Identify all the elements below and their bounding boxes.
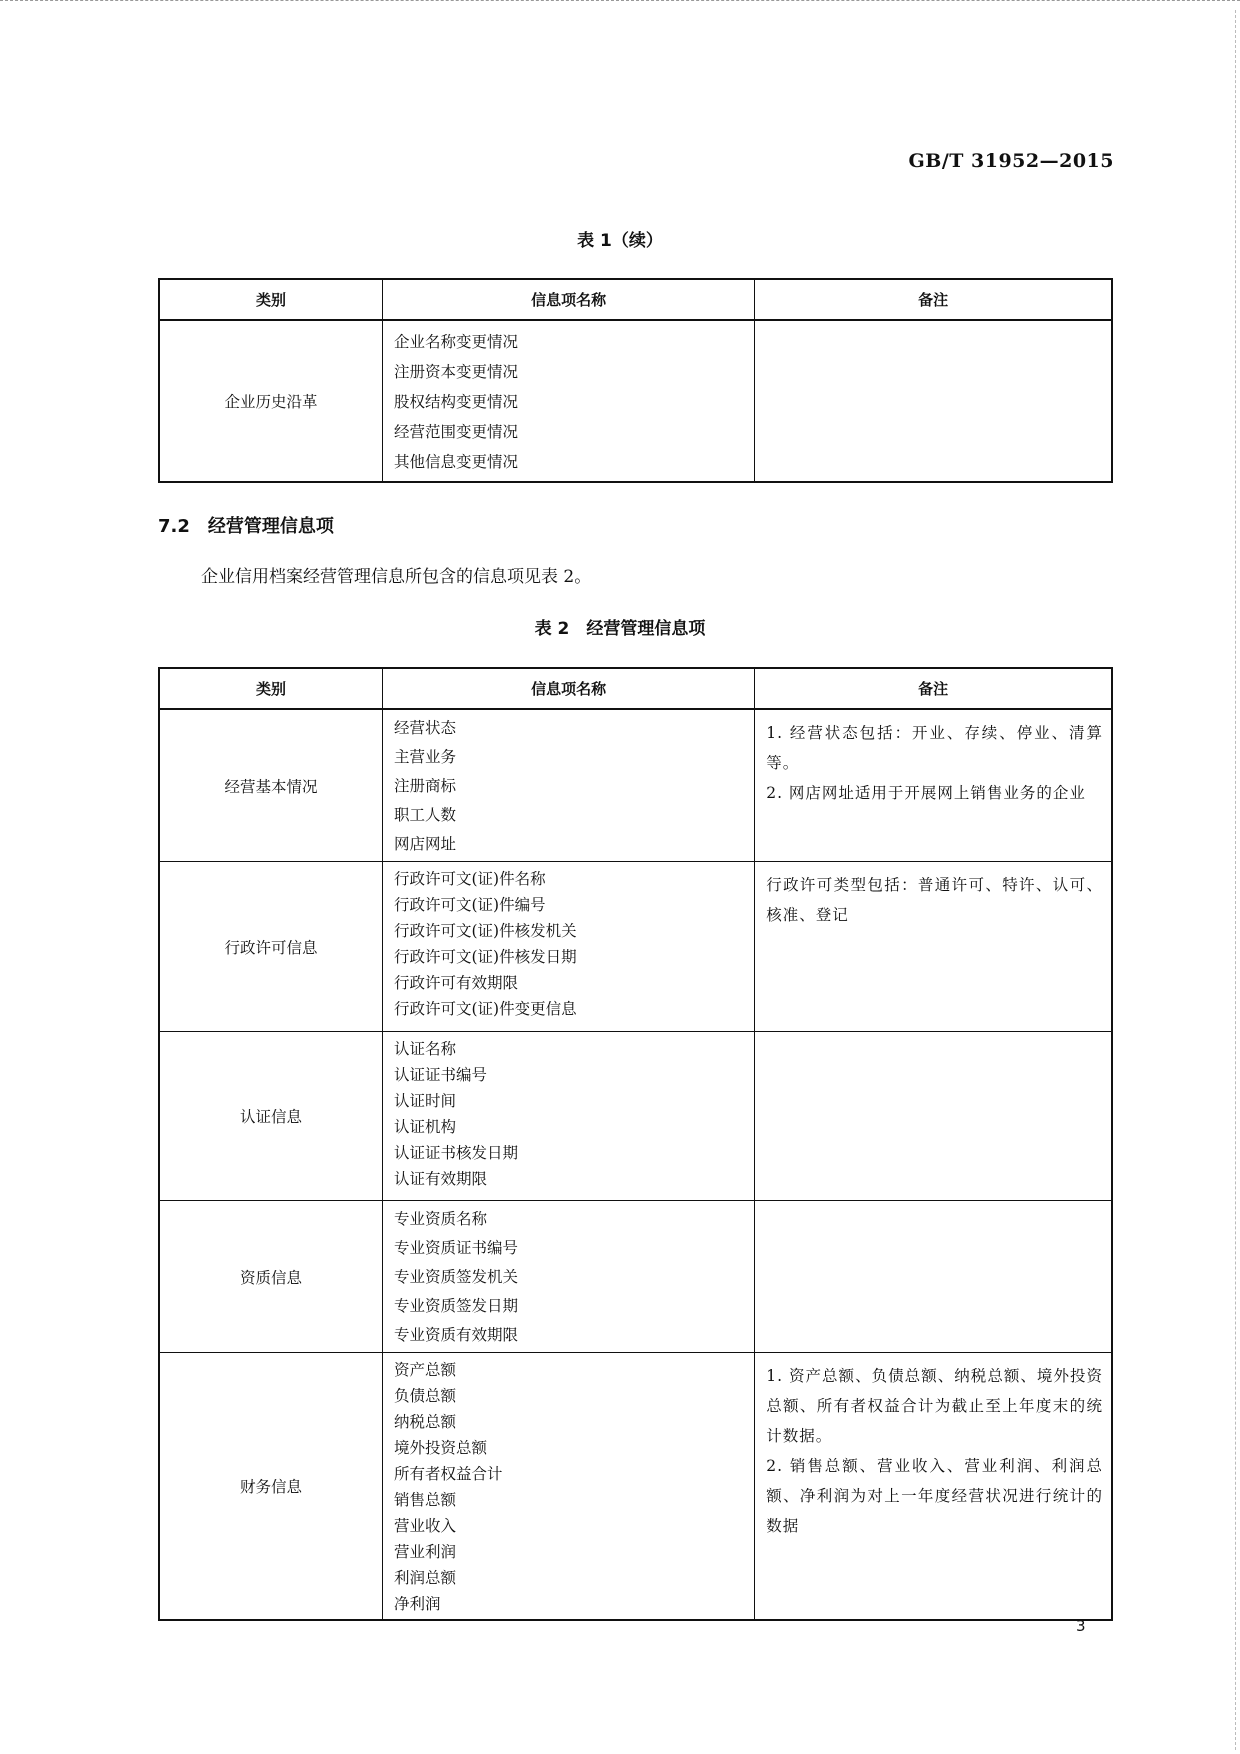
- table-row: [159, 709, 1112, 862]
- list-item: 专业资质签发机关: [394, 1268, 519, 1286]
- list-item: 认证机构: [394, 1118, 457, 1136]
- list-item: 负债总额: [394, 1387, 457, 1405]
- column-header-category: 类别: [159, 668, 383, 709]
- list-item: 利润总额: [394, 1569, 457, 1587]
- list-item: 认证证书编号: [394, 1066, 488, 1084]
- list-item: 专业资质名称: [394, 1210, 488, 1228]
- list-item: 认证证书核发日期: [394, 1144, 519, 1162]
- table2: [158, 667, 1113, 1621]
- column-header-item-name: 信息项名称: [383, 668, 755, 709]
- column-header-item-name: 信息项名称: [383, 279, 755, 320]
- page-number: 3: [1076, 1617, 1086, 1635]
- list-item: 专业资质有效期限: [394, 1326, 519, 1344]
- note-line: 行政许可类型包括：普通许可、特许、认可、核准、登记: [766, 876, 1103, 924]
- table2-header-row: [159, 668, 1112, 709]
- list-item: 注册商标: [394, 777, 457, 795]
- list-item: 经营状态: [394, 719, 457, 737]
- section-title: 经营管理信息项: [207, 516, 334, 537]
- table-row: [159, 1032, 1112, 1201]
- table1-title: 表 1（续）: [577, 231, 663, 251]
- category-cell: 资质信息: [159, 1201, 383, 1353]
- column-header-note: 备注: [755, 668, 1112, 709]
- note-cell: [755, 1032, 1112, 1201]
- table-row: [159, 862, 1112, 1032]
- list-item: 注册资本变更情况: [394, 363, 519, 381]
- category-cell: 企业历史沿革: [159, 320, 383, 482]
- table1-header-row: [159, 279, 1112, 320]
- category-cell: 经营基本情况: [159, 709, 383, 862]
- section-heading: [158, 512, 334, 538]
- list-item: 资产总额: [394, 1361, 457, 1379]
- list-item: 股权结构变更情况: [394, 393, 519, 411]
- table2-title: 表 2 经营管理信息项: [534, 619, 706, 639]
- list-item: 专业资质签发日期: [394, 1297, 519, 1315]
- note-cell: [755, 1201, 1112, 1353]
- column-header-category: 类别: [159, 279, 383, 320]
- list-item: 行政许可文(证)件核发机关: [394, 922, 577, 940]
- items-cell: [383, 862, 755, 1032]
- list-item: 网店网址: [394, 835, 457, 853]
- list-item: 认证有效期限: [394, 1170, 488, 1188]
- category-cell: 财务信息: [159, 1353, 383, 1621]
- scan-artifact-edge: [1235, 10, 1237, 1750]
- items-cell: [383, 709, 755, 862]
- list-item: 职工人数: [394, 806, 457, 824]
- note-line: 1. 资产总额、负债总额、纳税总额、境外投资总额、所有者权益合计为截止至上年度末的统计数据。: [766, 1367, 1103, 1445]
- list-item: 净利润: [394, 1595, 441, 1613]
- list-item: 营业收入: [394, 1517, 457, 1535]
- list-item: 行政许可文(证)件名称: [394, 870, 546, 888]
- items-cell: [383, 320, 755, 482]
- list-item: 行政许可文(证)件编号: [394, 896, 546, 914]
- note-cell: [755, 1353, 1112, 1621]
- section-paragraph: 企业信用档案经营管理信息所包含的信息项见表 2。: [201, 567, 592, 587]
- list-item: 营业利润: [394, 1543, 457, 1561]
- note-line: 1. 经营状态包括：开业、存续、停业、清算等。: [766, 724, 1103, 772]
- column-header-note: 备注: [755, 279, 1112, 320]
- list-item: 行政许可文(证)件核发日期: [394, 948, 577, 966]
- table-row: [159, 1201, 1112, 1353]
- list-item: 认证时间: [394, 1092, 457, 1110]
- note-cell: [755, 862, 1112, 1032]
- note-cell: [755, 709, 1112, 862]
- list-item: 行政许可有效期限: [394, 974, 519, 992]
- list-item: 所有者权益合计: [394, 1465, 503, 1483]
- note-line: 2. 销售总额、营业收入、营业利润、利润总额、净利润为对上一年度经营状况进行统计的数据: [766, 1457, 1103, 1535]
- section-number: 7.2: [158, 516, 190, 537]
- items-cell: [383, 1032, 755, 1201]
- standard-code: GB/T 31952—2015: [908, 150, 1114, 172]
- list-item: 其他信息变更情况: [394, 453, 519, 471]
- category-cell: 行政许可信息: [159, 862, 383, 1032]
- list-item: 专业资质证书编号: [394, 1239, 519, 1257]
- list-item: 经营范围变更情况: [394, 423, 519, 441]
- items-cell: [383, 1201, 755, 1353]
- list-item: 销售总额: [394, 1491, 457, 1509]
- list-item: 主营业务: [394, 748, 457, 766]
- scan-artifact-top: [0, 0, 1240, 7]
- list-item: 境外投资总额: [394, 1439, 488, 1457]
- list-item: 企业名称变更情况: [394, 333, 519, 351]
- list-item: 认证名称: [394, 1040, 457, 1058]
- list-item: 纳税总额: [394, 1413, 457, 1431]
- note-cell: [755, 320, 1112, 482]
- list-item: 行政许可文(证)件变更信息: [394, 1000, 577, 1018]
- category-cell: 认证信息: [159, 1032, 383, 1201]
- items-cell: [383, 1353, 755, 1621]
- table-row: [159, 1353, 1112, 1621]
- note-line: 2. 网店网址适用于开展网上销售业务的企业: [766, 784, 1086, 802]
- table1: [158, 278, 1113, 483]
- table-row: [159, 320, 1112, 482]
